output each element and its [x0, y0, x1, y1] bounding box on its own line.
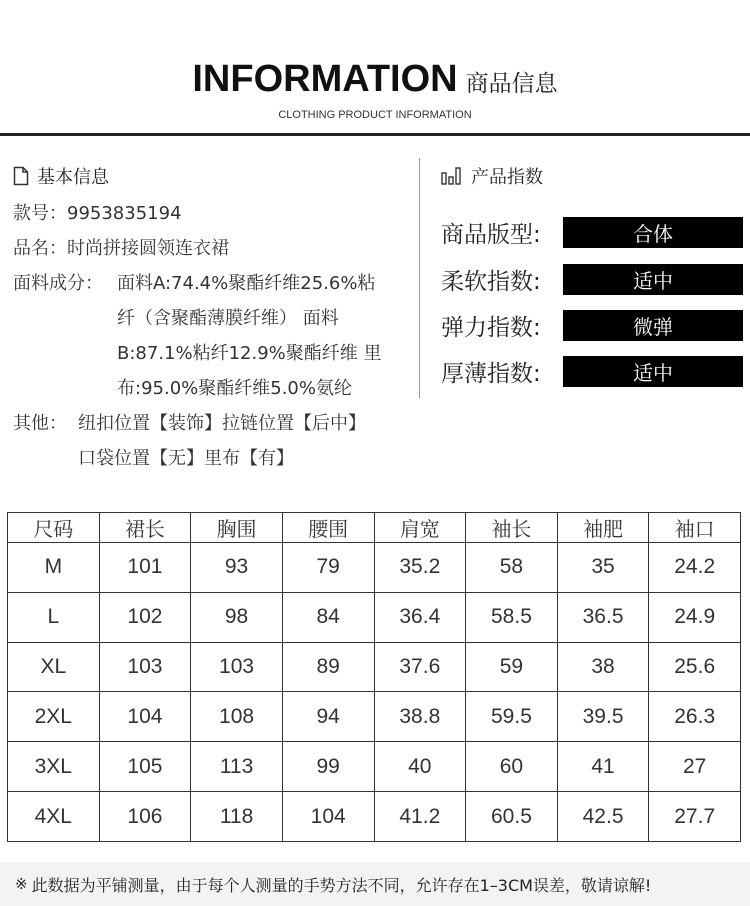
- index-label: 弹力指数:: [441, 314, 541, 341]
- table-cell: 58: [466, 543, 558, 593]
- table-cell: 36.5: [557, 592, 649, 642]
- table-cell: 108: [191, 692, 283, 742]
- table-cell: 113: [191, 742, 283, 792]
- header-cell: 袖长: [466, 513, 558, 543]
- note-text: 此数据为平铺测量，由于每个人测量的手势方法不同，允许存在1–3CM误差，敬请谅解!: [31, 875, 652, 895]
- size-table: [7, 512, 741, 842]
- index-row-elasticity: [441, 309, 746, 341]
- table-row: [8, 692, 741, 742]
- table-cell: 103: [99, 642, 191, 692]
- index-value: 微弹: [563, 310, 743, 341]
- index-label: 柔软指数:: [441, 268, 541, 295]
- table-cell: 104: [282, 792, 374, 842]
- other-row: [13, 406, 413, 476]
- table-cell: 25.6: [649, 642, 741, 692]
- product-index-heading: [441, 160, 746, 192]
- fabric-line: 布:95.0%聚酯纤维5.0%氨纶: [117, 378, 352, 399]
- header-cell: 袖口: [649, 513, 741, 543]
- other-line: 口袋位置【无】里布【有】: [78, 448, 294, 469]
- table-cell: 101: [99, 543, 191, 593]
- index-value: 合体: [563, 217, 743, 248]
- table-cell: 39.5: [557, 692, 649, 742]
- style-number-row: [13, 196, 413, 231]
- style-number-value: 9953835194: [67, 203, 182, 224]
- table-cell: 38: [557, 642, 649, 692]
- header-cell: 胸围: [191, 513, 283, 543]
- bar-chart-icon: [441, 167, 463, 185]
- table-cell: 105: [99, 742, 191, 792]
- fabric-row: [13, 266, 413, 406]
- table-cell: 93: [191, 543, 283, 593]
- index-label: 厚薄指数:: [441, 360, 541, 387]
- table-cell: 118: [191, 792, 283, 842]
- index-row-thickness: [441, 355, 746, 387]
- index-row-softness: [441, 263, 746, 295]
- table-cell: 24.2: [649, 543, 741, 593]
- table-cell: 102: [99, 592, 191, 642]
- header: [0, 0, 750, 140]
- other-line: 纽扣位置【装饰】拉链位置【后中】: [78, 413, 366, 434]
- table-cell: 59.5: [466, 692, 558, 742]
- product-index-panel: [441, 160, 746, 387]
- table-cell: 94: [282, 692, 374, 742]
- index-value: 适中: [563, 264, 743, 295]
- table-cell: 60: [466, 742, 558, 792]
- table-row: [8, 543, 741, 593]
- table-cell: 98: [191, 592, 283, 642]
- fabric-line: 纤（含聚酯薄膜纤维） 面料: [117, 308, 339, 329]
- table-cell: 59: [466, 642, 558, 692]
- header-cell: 腰围: [282, 513, 374, 543]
- index-value: 适中: [563, 356, 743, 387]
- table-cell: 60.5: [466, 792, 558, 842]
- table-cell: 26.3: [649, 692, 741, 742]
- fabric-line: 面料A:74.4%聚酯纤维25.6%粘: [117, 273, 376, 294]
- table-cell: 35: [557, 543, 649, 593]
- size-cell: L: [8, 592, 100, 642]
- title-english: INFORMATION: [192, 58, 458, 100]
- table-cell: 27.7: [649, 792, 741, 842]
- table-cell: 104: [99, 692, 191, 742]
- table-cell: 99: [282, 742, 374, 792]
- table-cell: 37.6: [374, 642, 466, 692]
- table-cell: 35.2: [374, 543, 466, 593]
- table-cell: 89: [282, 642, 374, 692]
- product-name-row: [13, 231, 413, 266]
- table-cell: 103: [191, 642, 283, 692]
- product-name-label: 品名：: [13, 238, 67, 259]
- measurement-note: [0, 862, 750, 906]
- other-details: [78, 406, 366, 476]
- table-row: [8, 792, 741, 842]
- table-cell: 36.4: [374, 592, 466, 642]
- table-cell: 38.8: [374, 692, 466, 742]
- size-cell: M: [8, 543, 100, 593]
- header-divider: [0, 133, 750, 136]
- product-index-title: 产品指数: [471, 167, 543, 188]
- basic-info-title: 基本信息: [37, 167, 109, 188]
- other-label: 其他：: [13, 413, 67, 434]
- basic-info-heading: [13, 160, 413, 192]
- size-cell: XL: [8, 642, 100, 692]
- table-cell: 106: [99, 792, 191, 842]
- table-cell: 24.9: [649, 592, 741, 642]
- basic-info-panel: [13, 160, 413, 476]
- table-cell: 42.5: [557, 792, 649, 842]
- table-cell: 58.5: [466, 592, 558, 642]
- size-cell: 2XL: [8, 692, 100, 742]
- style-number-label: 款号：: [13, 203, 67, 224]
- note-symbol-icon: ※: [15, 875, 28, 893]
- header-cell: 肩宽: [374, 513, 466, 543]
- index-label: 商品版型:: [441, 221, 541, 248]
- size-cell: 3XL: [8, 742, 100, 792]
- size-cell: 4XL: [8, 792, 100, 842]
- header-cell: 裙长: [99, 513, 191, 543]
- product-name-value: 时尚拼接圆领连衣裙: [67, 238, 229, 259]
- table-cell: 41: [557, 742, 649, 792]
- subtitle: CLOTHING PRODUCT INFORMATION: [278, 109, 472, 121]
- table-cell: 41.2: [374, 792, 466, 842]
- index-row-fit: [441, 216, 746, 248]
- table-cell: 27: [649, 742, 741, 792]
- header-cell: 尺码: [8, 513, 100, 543]
- panel-divider: [419, 158, 420, 398]
- document-icon: [13, 166, 29, 186]
- fabric-line: B:87.1%粘纤12.9%聚酯纤维 里: [117, 343, 382, 364]
- title-chinese: 商品信息: [465, 71, 558, 97]
- fabric-composition: [117, 266, 382, 406]
- table-cell: 84: [282, 592, 374, 642]
- table-row: [8, 592, 741, 642]
- title-row: [0, 58, 750, 101]
- size-table-header: [8, 513, 741, 543]
- table-cell: 40: [374, 742, 466, 792]
- table-row: [8, 642, 741, 692]
- fabric-label: 面料成分：: [13, 273, 103, 294]
- header-cell: 袖肥: [557, 513, 649, 543]
- table-row: [8, 742, 741, 792]
- table-cell: 79: [282, 543, 374, 593]
